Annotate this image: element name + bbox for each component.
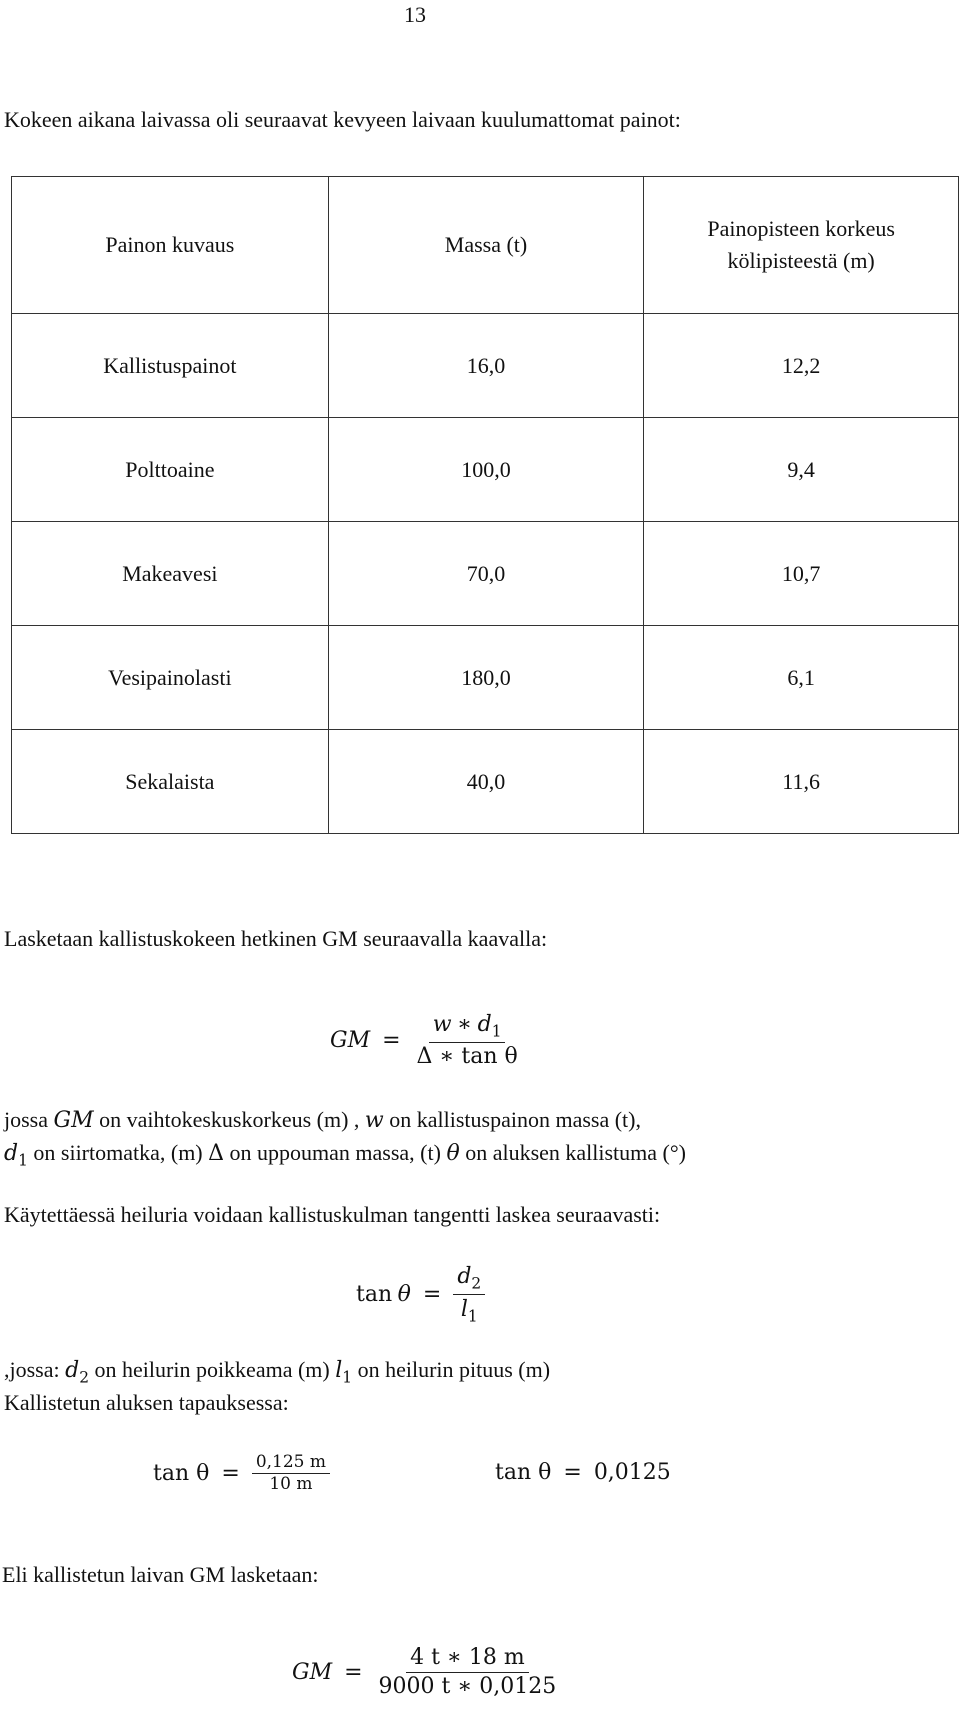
header-height-line2: kölipisteestä (m) — [727, 248, 875, 273]
tan-formula-numerator: $d_2$ — [453, 1262, 485, 1295]
tan-values-denominator: 10 m — [269, 1474, 313, 1495]
cell-mass: 100,0 — [328, 418, 644, 522]
tan-result-value: 0,0125 — [593, 1460, 671, 1485]
header-mass: Massa (t) — [328, 177, 644, 314]
pendulum-intro: Käytettäessä heiluria voidaan kallistuskulman tangentti laskea seuraavasti: — [4, 1202, 661, 1227]
gm-formula-lhs: GM — [330, 1027, 371, 1053]
gm-formula-denominator: Δ ∗ tan θ — [416, 1043, 518, 1069]
cell-description: Kallistuspainot — [12, 314, 329, 418]
definitions-line-1: jossa GM on vaihtokeskuskorkeus (m) , w on kallistuspainon massa (t), — [4, 1107, 641, 1133]
cell-description: Sekalaista — [12, 730, 329, 834]
cell-description: Vesipainolasti — [12, 626, 329, 730]
tan-result-lhs: tan θ — [495, 1460, 552, 1485]
gm-values-equals: = — [344, 1659, 363, 1685]
weights-table — [11, 176, 959, 834]
cell-height: 10,7 — [644, 522, 959, 626]
cell-height: 12,2 — [644, 314, 959, 418]
header-height-line1: Painopisteen korkeus — [707, 216, 895, 242]
gm-calc-intro: Eli kallistetun laivan GM lasketaan: — [2, 1562, 319, 1587]
table-row — [12, 314, 959, 418]
gm-formula-equals: = — [382, 1027, 401, 1053]
gm-formula-intro: Lasketaan kallistuskokeen hetkinen GM seuraavalla kaavalla: — [4, 926, 548, 951]
cell-description: Polttoaine — [12, 418, 329, 522]
tan-formula — [356, 1262, 485, 1326]
tan-values-numerator: 0,125 m — [252, 1452, 330, 1474]
gm-values-formula — [292, 1644, 560, 1700]
tan-formula-equals: = — [422, 1281, 442, 1307]
tan-values-lhs: tan θ — [153, 1461, 210, 1487]
cell-mass: 180,0 — [328, 626, 644, 730]
table-row — [12, 730, 959, 834]
tan-values-equals: = — [221, 1461, 240, 1487]
cell-mass: 70,0 — [328, 522, 644, 626]
gm-formula-fraction — [413, 1010, 522, 1070]
tilted-intro: Kallistetun aluksen tapauksessa: — [4, 1390, 289, 1415]
cell-mass: 16,0 — [328, 314, 644, 418]
page-number: 13 — [404, 2, 426, 27]
table-row — [12, 522, 959, 626]
gm-values-lhs: GM — [292, 1659, 333, 1685]
cell-height: 11,6 — [644, 730, 959, 834]
tan-result-equals: = — [563, 1460, 582, 1485]
tan-formula-denominator: $l_1$ — [460, 1296, 478, 1326]
tan-formula-lhs: tan θ — [356, 1282, 411, 1308]
tan-result-formula — [495, 1460, 671, 1485]
cell-description: Makeavesi — [12, 522, 329, 626]
gm-values-denominator: 9000 t ∗ 0,0125 — [378, 1673, 557, 1699]
gm-formula — [330, 1010, 522, 1070]
table-header-row — [12, 177, 959, 314]
header-height — [644, 177, 959, 314]
tan-values-formula — [153, 1452, 330, 1496]
gm-values-numerator: 4 t ∗ 18 m — [406, 1644, 529, 1673]
gm-formula-numerator: w ∗ $d_1$ — [429, 1010, 506, 1043]
table-row — [12, 418, 959, 522]
definitions-line-2: $d_1$ on siirtomatka, (m) Δ on uppouman massa, (t) θ on aluksen kallistuma (°) — [4, 1140, 686, 1170]
tan-formula-fraction — [453, 1262, 485, 1326]
pendulum-definitions: ,jossa: $d_2$ on heilurin poikkeama (m) $l_1$ on heilurin pituus (m) — [4, 1357, 551, 1387]
header-description: Painon kuvaus — [12, 177, 329, 314]
gm-values-fraction — [375, 1644, 561, 1700]
tan-values-fraction — [252, 1452, 330, 1496]
cell-height: 6,1 — [644, 626, 959, 730]
table-row — [12, 626, 959, 730]
intro-text: Kokeen aikana laivassa oli seuraavat kevyeen laivaan kuulumattomat painot: — [4, 107, 681, 132]
cell-height: 9,4 — [644, 418, 959, 522]
cell-mass: 40,0 — [328, 730, 644, 834]
